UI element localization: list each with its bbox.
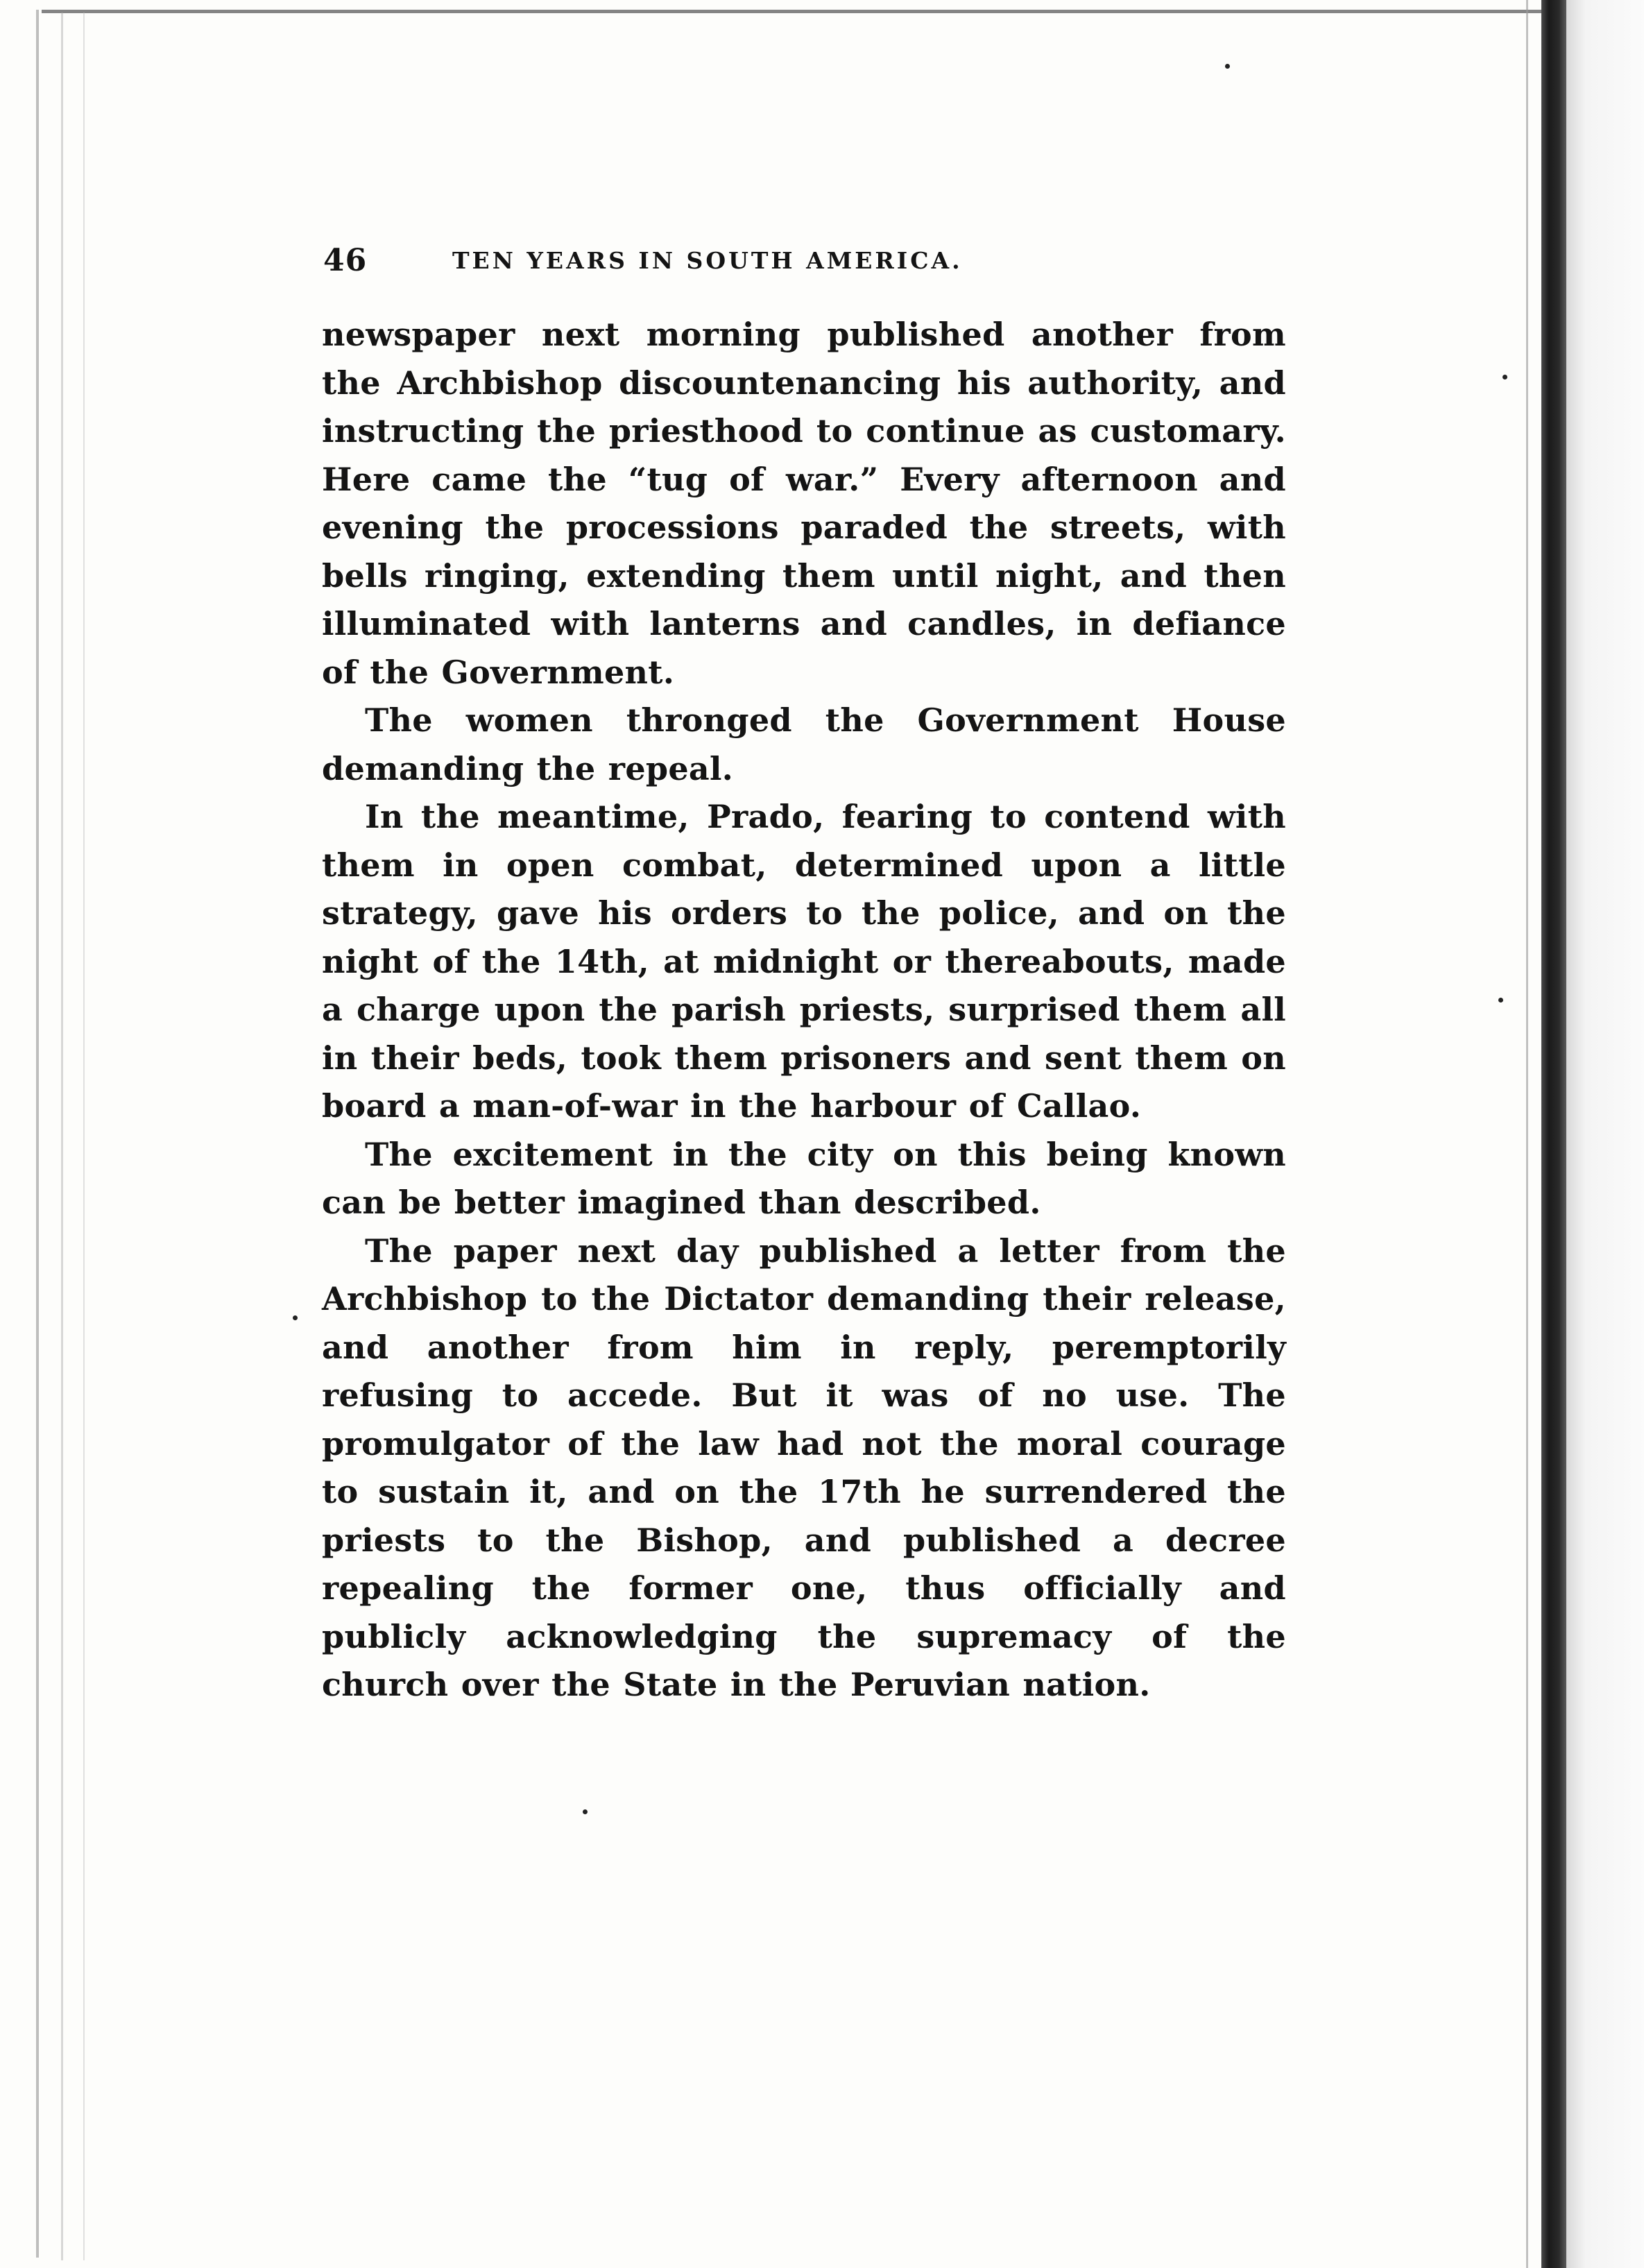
paragraph: The women thronged the Government House demanding the repeal. (322, 701, 1286, 787)
paragraph: The paper next day published a letter from the Archbishop to the Dictator demanding their release, and another from him in reply, peremptorily refusing to accede. But it was of no use. The promulgator of the law had not the moral courage to sustain it, and on the 17th he surrendered the priests to the Bishop, and published a decree repealing the former one, thus officially and publicly acknowledging the supremacy of the church over the State in the Peruvian nation. (322, 1231, 1286, 1703)
page-edge-right-line (1526, 0, 1528, 2268)
body-text (322, 311, 1286, 1709)
paragraph-continued: newspaper next morning published another from the Archbishop discountenancing his authority, and instructing the priesthood to continue as customary. Here came the “tug of war.” Every afternoon and evening the processions paraded the streets, with bells ringing, extending them until night, and then illuminated with lanterns and candles, in defiance of the Government. (322, 316, 1286, 691)
page-edge-left (36, 10, 39, 2258)
scan-speck (1498, 998, 1503, 1003)
page-header (323, 243, 1287, 291)
page-edge-top (42, 10, 1554, 13)
running-title: TEN YEARS IN SOUTH AMERICA. (452, 247, 963, 274)
paragraph: The excitement in the city on this being known can be better imagined than described. (322, 1135, 1286, 1221)
scan-speck (293, 1315, 298, 1320)
scan-speck (1502, 375, 1507, 380)
page-edge-left-inner (61, 12, 63, 2260)
paragraph: In the meantime, Prado, fearing to contend with them in open combat, determined upon a little strategy, gave his orders to the police, and on the night of the 14th, at midnight or thereabouts, made a charge upon the parish priests, surprised them all in their beds, took them prisoners and sent them on board a man-of-war in the harbour of Callao. (322, 798, 1286, 1125)
book-spine-shadow (1541, 0, 1566, 2268)
page-number: 46 (323, 243, 368, 278)
scan-margin-right (1566, 0, 1644, 2268)
scan-speck (583, 1809, 588, 1814)
page-edge-left-inner-2 (83, 12, 85, 2260)
scan-speck (1225, 64, 1230, 69)
